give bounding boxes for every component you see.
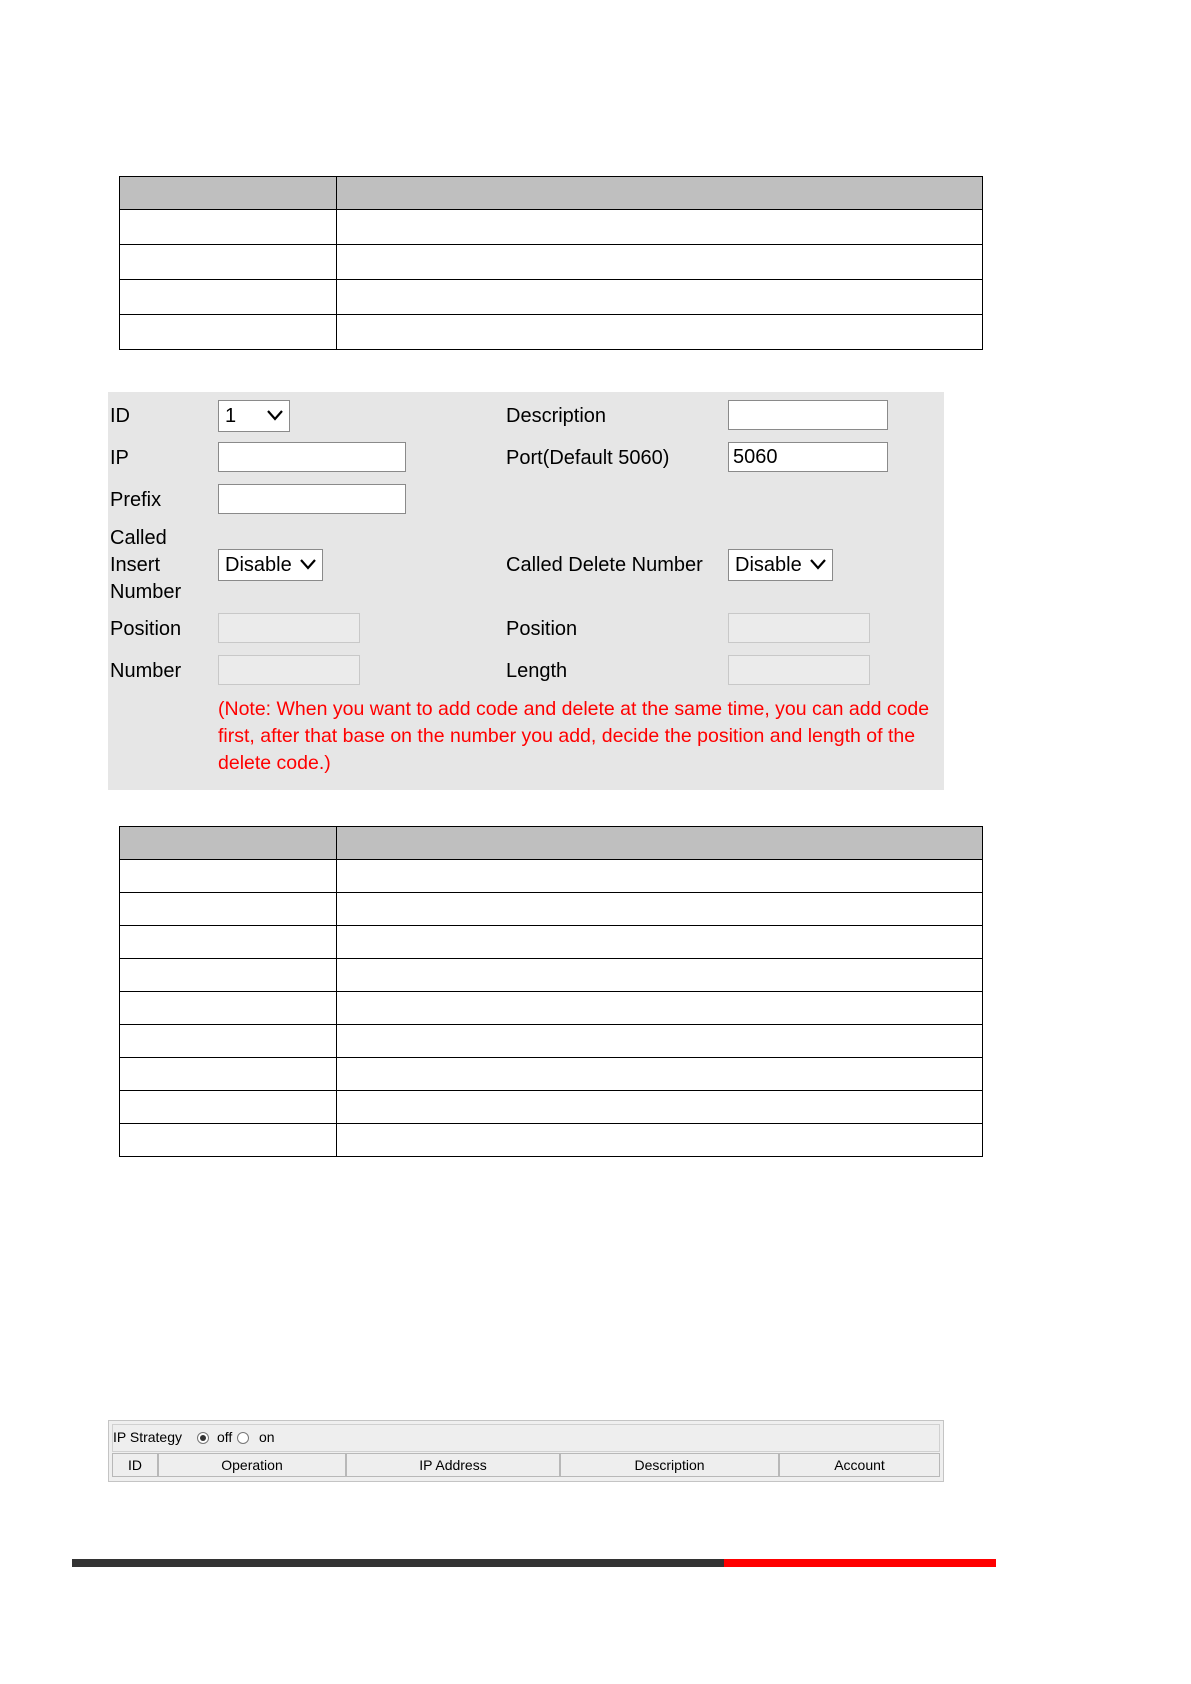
description-input[interactable] [728,400,888,430]
prefix-label: Prefix [110,489,162,511]
ip-strategy-row [112,1424,940,1452]
table-cell [337,210,983,245]
footer-bar-red [724,1559,996,1567]
called-delete-select-value: Disable [735,554,802,576]
note-text: (Note: When you want to add code and delete at the same time, you can add code first, after that base on the number you add, decide the position and length of the delete code.) [218,698,930,774]
table-row [120,860,983,893]
called-delete-label: Called Delete Number [506,554,703,576]
table-header-cell [337,177,983,210]
table-cell [337,860,983,893]
table-header-row [120,827,983,860]
table-cell [120,1058,337,1091]
id-label: ID [110,405,130,427]
id-select-value: 1 [225,405,237,427]
table-cell [337,1091,983,1124]
parameter-table-top [119,176,983,350]
ip-input[interactable] [218,442,406,472]
table-row [120,280,983,315]
table-cell [337,245,983,280]
table-cell [337,893,983,926]
radio-on-label: on [259,1429,275,1445]
table-row [120,1091,983,1124]
chevron-down-icon [810,558,826,570]
table-cell [120,926,337,959]
description-label: Description [506,405,607,427]
delete-position-label: Position [506,618,578,640]
radio-off[interactable] [197,1432,209,1444]
table-cell [120,860,337,893]
table-row [120,1124,983,1157]
id-select[interactable] [218,400,290,432]
called-insert-label-line1: Called [110,527,167,549]
table-cell [337,1025,983,1058]
ip-strategy-label: IP Strategy [113,1429,183,1445]
column-header-id[interactable]: ID [112,1453,158,1477]
port-input[interactable] [728,442,888,472]
delete-position-input[interactable] [728,613,870,643]
table-cell [120,1124,337,1157]
table-row [120,959,983,992]
footer-bar-dark [72,1559,724,1567]
table-row [120,315,983,350]
called-insert-select[interactable] [218,549,323,581]
table-row [120,992,983,1025]
column-header-ip-address[interactable]: IP Address [346,1453,560,1477]
column-header-description[interactable]: Description [560,1453,779,1477]
ip-label: IP [110,447,129,469]
table-cell [120,315,337,350]
table-cell [337,1124,983,1157]
table-header-cell [120,827,337,860]
table-row [120,1025,983,1058]
radio-off-label: off [217,1429,233,1445]
prefix-input[interactable] [218,484,406,514]
insert-position-input[interactable] [218,613,360,643]
table-cell [120,280,337,315]
insert-number-input[interactable] [218,655,360,685]
table-cell [337,926,983,959]
table-cell [337,992,983,1025]
table-cell [337,1058,983,1091]
ip-strategy-panel [108,1420,944,1482]
strategy-table-header [112,1453,940,1477]
ip-route-form-panel [108,392,944,790]
table-cell [120,959,337,992]
table-row [120,1058,983,1091]
delete-length-label: Length [506,660,568,682]
table-header-cell [337,827,983,860]
table-cell [120,245,337,280]
table-row [120,893,983,926]
table-row [120,210,983,245]
radio-on[interactable] [237,1432,249,1444]
table-cell [120,1025,337,1058]
insert-position-label: Position [110,618,182,640]
called-insert-select-value: Disable [225,554,292,576]
table-row [120,926,983,959]
table-cell [120,210,337,245]
table-cell [120,893,337,926]
table-cell [120,992,337,1025]
chevron-down-icon [267,409,283,421]
called-insert-label-line2: Insert [110,554,161,576]
called-insert-label-line3: Number [110,581,182,603]
column-header-operation[interactable]: Operation [158,1453,346,1477]
table-cell [337,280,983,315]
delete-length-input[interactable] [728,655,870,685]
table-cell [120,1091,337,1124]
parameter-table-bottom [119,826,983,1157]
port-label: Port(Default 5060) [506,447,670,469]
table-header-cell [120,177,337,210]
column-header-account[interactable]: Account [779,1453,940,1477]
called-delete-select[interactable] [728,549,833,581]
table-cell [337,315,983,350]
table-cell [337,959,983,992]
chevron-down-icon [300,558,316,570]
table-header-row [120,177,983,210]
insert-number-label: Number [110,660,182,682]
table-row [120,245,983,280]
